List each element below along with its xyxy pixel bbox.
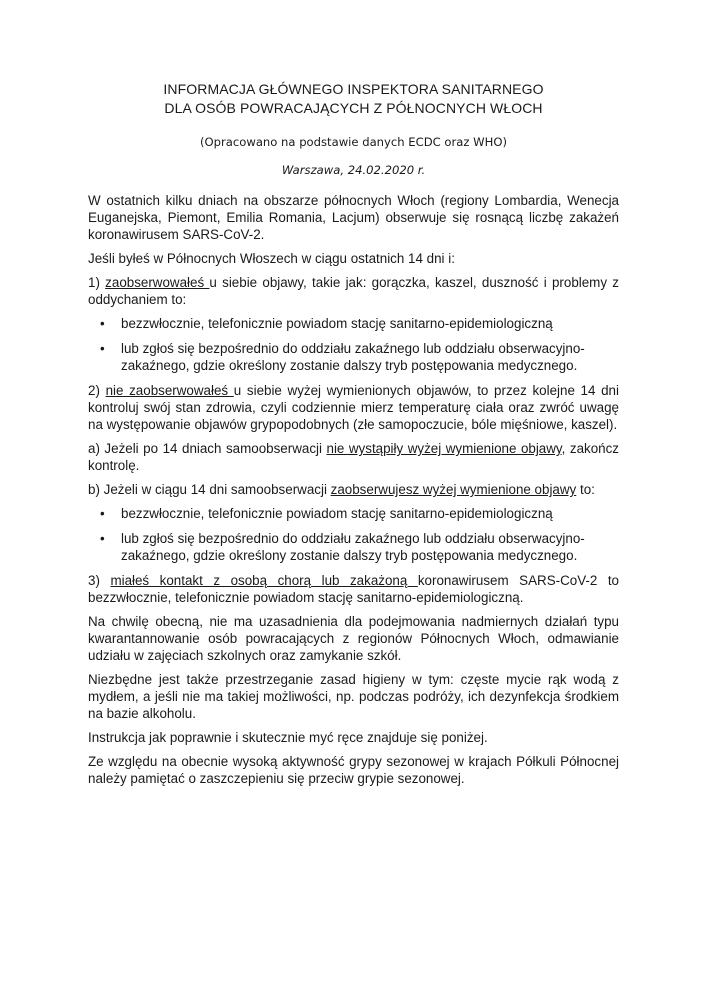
case-2b-paragraph — [88, 481, 619, 498]
case-2-paragraph — [88, 382, 619, 433]
bullet-icon: • — [100, 506, 105, 521]
condition-intro: Jeśli byłeś w Północnych Włoszech w ciągu ostatnich 14 dni i: — [88, 251, 455, 266]
case-2-text: u siebie wyżej wymienionych objawów, to przez kolejne 14 dni kontroluj swój stan zdrowia, czyli codziennie mierz temperaturę ciała oraz zwróć uwagę na występowanie objawów grypopodobnych (złe samopoczucie, bóle mięśniowe, kaszel). — [88, 383, 619, 432]
case-2a-paragraph — [88, 440, 619, 474]
list-item-text: lub zgłoś się bezpośrednio do oddziału zakaźnego lub oddziału obserwacyjno-zakaźnego, gdzie określony zostanie dalszy tryb postępowania medycznego. — [121, 341, 585, 373]
list-item — [88, 505, 619, 522]
case-2b-underline: zaobserwujesz wyżej wymienione objawy — [330, 482, 577, 497]
bullet-icon: • — [100, 316, 105, 331]
document-title — [88, 80, 619, 118]
intro-paragraph: W ostatnich kilku dniach na obszarze północnych Włoch (regiony Lombardia, Wenecja Euganejska, Piemont, Emilia Romania, Lacjum) obserwuje się rosnącą liczbę zakażeń koronawirusem SARS-CoV-2. — [88, 193, 619, 242]
list-item-text: lub zgłoś się bezpośrednio do oddziału zakaźnego lub oddziału obserwacyjno-zakaźnego, gdzie określony zostanie dalszy tryb postępowania medycznego. — [121, 531, 585, 563]
case-2-prefix: 2) — [88, 383, 106, 398]
case-1-underline: zaobserwowałeś — [105, 275, 210, 290]
list-item — [88, 530, 619, 564]
title-line-2: DLA OSÓB POWRACAJĄCYCH Z PÓŁNOCNYCH WŁOCH — [164, 100, 543, 116]
list-item-text: bezzwłocznie, telefonicznie powiadom stację sanitarno-epidemiologiczną — [121, 316, 553, 331]
no-quarantine-paragraph: Na chwilę obecną, nie ma uzasadnienia dla podejmowania nadmiernych działań typu kwarantannowanie osób powracających z regionów Północnych Włoch, odmawianie udziału w zajęciach szkolnych oraz zamykanie szkół. — [88, 614, 619, 663]
case-2b-list — [88, 505, 619, 564]
case-3-prefix: 3) — [88, 573, 111, 588]
case-1-paragraph — [88, 274, 619, 308]
case-2b-prefix: b) Jeżeli w ciągu 14 dni samoobserwacji — [88, 482, 331, 497]
case-2-underline: nie zaobserwowałeś — [105, 383, 234, 398]
list-item-text: bezzwłocznie, telefonicznie powiadom stację sanitarno-epidemiologiczną — [121, 506, 553, 521]
case-3-text: koronawirusem SARS-CoV-2 to bezzwłocznie, telefonicznie powiadom stację sanitarno-epidemiologiczną. — [88, 573, 619, 605]
case-2a-text: , zakończ kontrolę. — [88, 441, 619, 473]
hygiene-paragraph: Niezbędne jest także przestrzeganie zasad higieny w tym: częste mycie rąk wodą z mydłem, a jeśli nie ma takiej możliwości, np. podczas podróży, ich dezynfekcja środkiem na bazie alkoholu. — [88, 672, 619, 721]
case-2a-underline: nie wystąpiły wyżej wymienione objawy — [326, 441, 562, 456]
case-2b-text: to: — [576, 482, 595, 497]
handwashing-paragraph: Instrukcja jak poprawnie i skutecznie myć ręce znajduje się poniżej. — [88, 730, 488, 745]
case-1-text: u siebie objawy, takie jak: gorączka, kaszel, duszność i problemy z oddychaniem to: — [88, 275, 619, 307]
bullet-icon: • — [100, 531, 105, 546]
flu-vaccine-paragraph: Ze względu na obecnie wysoką aktywność grypy sezonowej w krajach Półkuli Północnej należy pamiętać o zaszczepieniu się przeciw grypie sezonowej. — [88, 754, 619, 786]
bullet-icon: • — [100, 341, 105, 356]
document-subtitle: (Opracowano na podstawie danych ECDC oraz WHO) — [200, 135, 507, 149]
case-3-underline: miałeś kontakt z osobą chorą lub zakażoną — [110, 573, 418, 588]
case-2a-prefix: a) Jeżeli po 14 dniach samoobserwacji — [88, 441, 327, 456]
case-1-list — [88, 315, 619, 374]
title-line-1: INFORMACJA GŁÓWNEGO INSPEKTORA SANITARNEGO — [163, 81, 544, 97]
list-item — [88, 315, 619, 332]
list-item — [88, 340, 619, 374]
document-body — [88, 192, 619, 787]
case-1-prefix: 1) — [88, 275, 106, 290]
document-date: Warszawa, 24.02.2020 r. — [281, 163, 426, 177]
case-3-paragraph — [88, 572, 619, 606]
